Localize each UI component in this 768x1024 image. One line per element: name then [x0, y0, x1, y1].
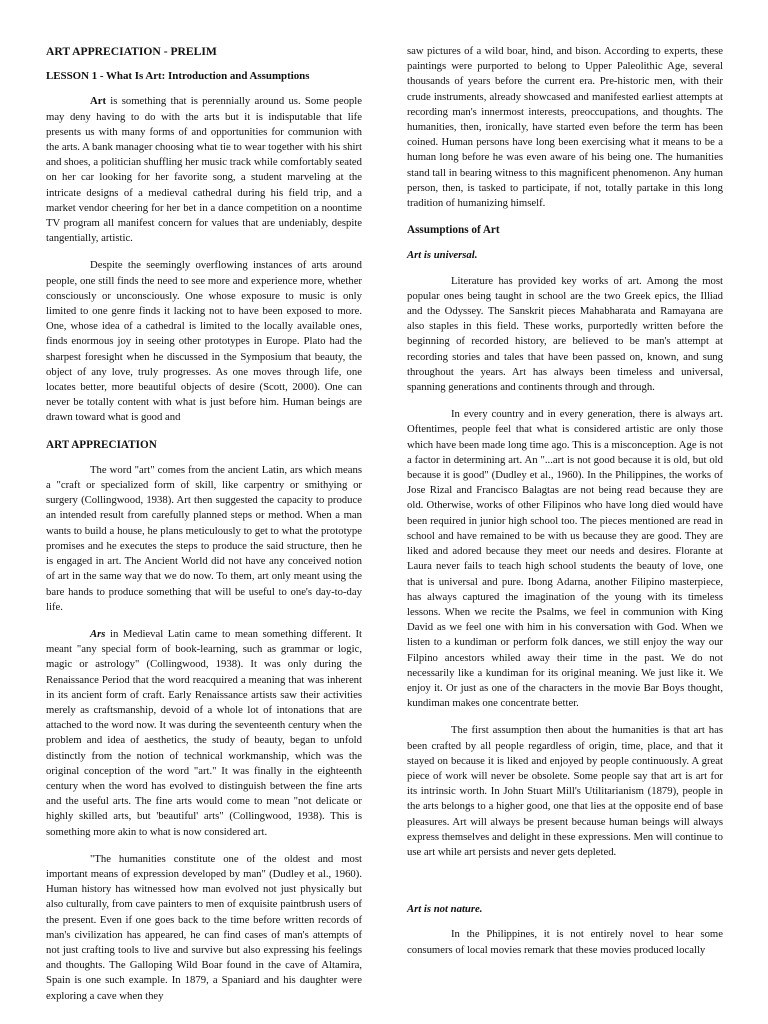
paragraph-literature: Literature has provided key works of art. Among the most popular ones being taught in school are the two Greek epics, the Illiad and the Odyssey. The Sanskrit pieces Mahabharata and Ramayana are also staples in this field. These works, purportedly written before the beginning of recorded history, are believed to be man's attempt at recording stories and tales that have been passed on, known, and sung throughout the years. Art has always been timeless and universal, spanning generations and continents through and through.: [407, 274, 723, 394]
paragraph-art-intro: [46, 94, 362, 246]
paragraph-word-art: The word "art" comes from the ancient Latin, ars which means a "craft or specialized form of skill, like carpentry or smithying or surgery (Collingwood, 1938). Art then suggested the capacity to produce an intended result from carefully planned steps or method. When a man wants to build a house, he plans meticulously to get to what the prototype promises and he executes the steps to produce the said structure, then he is engaged in art. The Ancient World did not have any conceived notion of art in the same way that we do now. To them, art only meant using the bare hands to produce something that will be useful to one's day-to-day life.: [46, 463, 362, 613]
subheading-art-is-not-nature: Art is not nature.: [407, 903, 483, 916]
paragraph-ars-medieval: [46, 627, 362, 840]
right-column: [407, 44, 723, 970]
paragraph-overflowing-instances: Despite the seemingly overflowing instances of arts around people, one still finds the need to see more and experience more, whether consciously or unconsciously. One whose exposure to music is only limited to one genre finds it lacking not to have been exposed to more. One, whose idea of a cathedral is limited to the locally available ones, finds enormous joy in seeing other prototypes in Europe. Plato had the sharpest foresight when he discussed in the Symposium that beauty, the object of any love, truly progresses. As one moves through life, one locates better, more beautiful objects of desire (Scott, 2000). One can never be totally content with what is just before him. Human beings are drawn toward what is good and: [46, 259, 362, 424]
document-title: ART APPRECIATION - PRELIM: [46, 45, 217, 58]
paragraph-first-assumption: The first assumption then about the humanities is that art has been crafted by all people regardless of origin, time, place, and that it stayed on because it is liked and enjoyed by people continuously. A great piece of work will never be obsolete. Some people say that art is art for its intrinsic worth. In John Stuart Mill's Utilitarianism (1879), people in the arts belongs to a higher good, one that lies at the opposite end of base pleasures. Art will always be present because human beings will always express themselves and delight in these expressions. Men will continue to use art while art persists and never gets depleted.: [407, 724, 723, 858]
lead-word-ars: Ars: [90, 627, 106, 640]
paragraph-cave-paintings: saw pictures of a wild boar, hind, and bison. According to experts, these paintings were purported to belong to Upper Paleolithic Age, several thousands of years before the current era. Pre-historic men, with their crude instruments, already showcased and manifested earliest attempts at recording man's innermost interests, preoccupations, and thoughts. The humanities, then, ironically, have started even before the term has been coined. Human persons have long been exercising what it means to be a human long before he was even aware of his being one. The humanities stand tall in bearing witness to this magnificent phenomenon. Any human person, then, is tasked to participate, if not, totally partake in this long tradition of humanizing himself.: [407, 45, 723, 210]
paragraph-text: is something that is perennially around us. Some people may deny having to do with the arts but it is indisputable that life presents us with many forms of and opportunities for communion with the arts. A bank manager choosing what tie to wear together with his shirt and shoes, a politician shuffling her music track while comfortably seated on her car looking for her favorite song, a student marveling at the intricate designs of a medieval cathedral during his field trip, and a market vendor cheering for her bet in a dance competition on a noontime TV program all manifest concern for values that are undeniably, despite tangentially, artistic.: [46, 95, 362, 245]
section-heading-art-appreciation: ART APPRECIATION: [46, 438, 157, 451]
subheading-art-is-universal: Art is universal.: [407, 249, 478, 262]
spacer: [407, 872, 723, 902]
paragraph-every-country: In every country and in every generation, there is always art. Oftentimes, people feel that what is considered artistic are only those which have been made long time ago. This is a misconception. Age is not a factor in determining art. An "...art is not good because it is old, but old because it is good" (Dudley et al., 1960). In the Philippines, the works of Jose Rizal and Francisco Balagtas are not being read because they are old. Otherwise, works of other Filipinos who have long died would have been required in junior high school too. The pieces mentioned are read in school and have remained to be with us because they are good. They are liked and adored because they meet our needs and desires. Florante at Laura never fails to teach high school students the beauty of love, one that is universal and pure. Ibong Adarna, another Filipino masterpiece, has always captured the imagination of the young with its timeless lessons. When we recite the Psalms, we feel in communion with King David as we feel one with him in his conversation with God. When we listen to a kundiman or perform folk dances, we still enjoy the way our Filpino ancestors whiled away their time in the past. We do not necessarily like a kundiman for its original meaning. We just like it. We enjoy it. Or just as one of the characters in the movie Bar Boys thought, kundiman makes one concentrate better.: [407, 408, 723, 710]
left-column: [46, 44, 362, 1016]
lead-word-art: Art: [90, 95, 107, 108]
lesson-heading: LESSON 1 - What Is Art: Introduction and Assumptions: [46, 70, 310, 83]
paragraph-text: in Medieval Latin came to mean something different. It meant "any special form of book-learning, such as grammar or logic, magic or astrology" (Collingwood, 1938). It was only during the Renaissance Period that the word reacquired a meaning that was inherent in its ancient form of craft. Early Renaissance artists saw their activities merely as craftsmanship, devoid of a whole lot of intonations that are attached to the word now. It was during the seventeenth century when the problem and idea of aesthetics, the study of beauty, began to unfold distinctly from the notion of technical workmanship, which was the original conception of the word "art." It was finally in the eighteenth century when the word has evolved to distinguish between the fine arts and the useful arts. The fine arts would come to mean "not delicate or highly skilled arts, but 'beautiful' arts" (Collingwood, 1938). This is something more akin to what is now considered art.: [46, 627, 362, 838]
section-heading-assumptions: Assumptions of Art: [407, 224, 500, 237]
paragraph-philippines-movies: In the Philippines, it is not entirely novel to hear some consumers of local movies remark that these movies produced locally: [407, 928, 723, 956]
paragraph-humanities: "The humanities constitute one of the oldest and most important means of expression developed by man" (Dudley et al., 1960). Human history has witnessed how man evolved not just physically but also culturally, from cave painters to men of exquisite paintbrush users of the present. Even if one goes back to the time before written records of man's civilization has appeared, he can find cases of man's attempts of not just crafting tools to live and survive but also expressing his feelings and thoughts. The Galloping Wild Boar found in the cave of Altamira, Spain is one such example. In 1879, a Spaniard and his daughter were exploring a cave when they: [46, 852, 362, 1002]
